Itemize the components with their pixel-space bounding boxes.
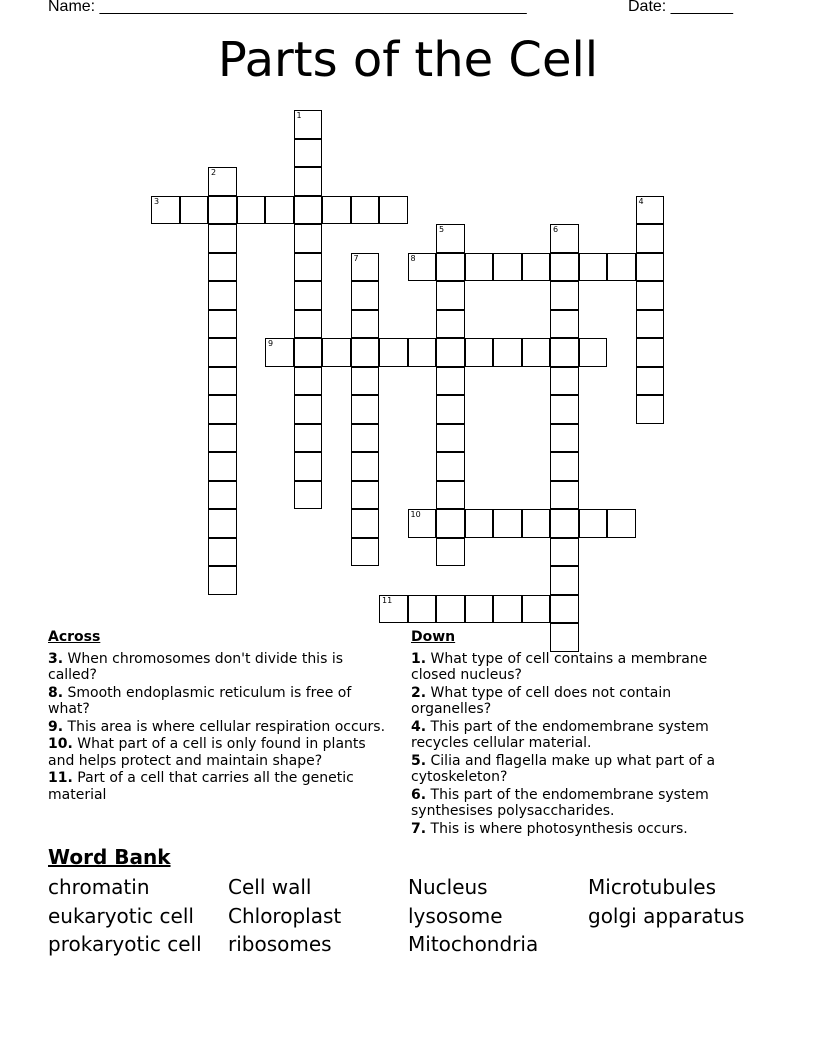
crossword-cell — [636, 281, 665, 310]
crossword-cell — [208, 224, 237, 253]
crossword-cell — [265, 196, 294, 225]
word-bank-item: chromatin — [48, 875, 150, 899]
crossword-cell — [550, 310, 579, 339]
clue-number-label: 10 — [410, 510, 421, 519]
crossword-cell — [294, 310, 323, 339]
crossword-cell — [550, 424, 579, 453]
across-clue — [48, 719, 388, 736]
across-clue — [48, 685, 388, 718]
crossword-cell — [294, 424, 323, 453]
crossword-cell — [151, 196, 180, 225]
crossword-cell — [294, 481, 323, 510]
word-bank — [48, 873, 768, 959]
clue-number-label: 8 — [410, 253, 416, 263]
clue-number-label: 3 — [154, 196, 160, 206]
clue-number: 3. — [48, 650, 64, 667]
crossword-cell — [351, 424, 380, 453]
crossword-cell — [379, 595, 408, 624]
crossword-cell — [636, 253, 665, 282]
down-clue — [411, 651, 751, 684]
word-bank-item: Nucleus — [408, 875, 488, 899]
crossword-cell — [436, 538, 465, 567]
word-bank-item: golgi apparatus — [588, 903, 745, 928]
clue-text: This part of the endomembrane system synthesises polysaccharides. — [411, 786, 709, 819]
crossword-cell — [351, 481, 380, 510]
word-bank-item: eukaryotic cell — [48, 903, 194, 928]
crossword-cell — [294, 167, 323, 196]
clue-number-label: 1 — [296, 111, 302, 120]
crossword-cell — [208, 424, 237, 453]
crossword-cell — [294, 395, 323, 424]
down-clues — [411, 629, 751, 838]
down-clue — [411, 821, 751, 838]
crossword-cell — [351, 196, 380, 225]
crossword-cell — [493, 595, 522, 624]
clue-number: 2. — [411, 684, 427, 701]
clue-number: 4. — [411, 718, 427, 735]
across-clue — [48, 651, 388, 684]
crossword-cell — [351, 509, 380, 538]
crossword-cell — [465, 509, 494, 538]
clue-number-label: 11 — [382, 595, 393, 605]
word-bank-item: ribosomes — [228, 932, 332, 956]
across-clues — [48, 629, 388, 804]
crossword-cell — [550, 224, 579, 253]
crossword-cell — [522, 338, 551, 367]
crossword-cell — [294, 367, 323, 396]
crossword-cell — [322, 338, 351, 367]
clue-number: 1. — [411, 650, 427, 667]
crossword-cell — [436, 338, 465, 367]
crossword-cell — [294, 281, 323, 310]
word-bank-item: Cell wall — [228, 875, 312, 899]
crossword-cell — [351, 395, 380, 424]
crossword-cell — [436, 424, 465, 453]
crossword-cell — [208, 167, 237, 196]
crossword-cell — [294, 110, 323, 139]
clue-number-label: 9 — [268, 339, 274, 348]
crossword-cell — [408, 338, 437, 367]
crossword-cell — [351, 281, 380, 310]
word-bank-item: Mitochondria — [408, 932, 539, 956]
crossword-cell — [550, 566, 579, 595]
word-bank-title: Word Bank — [48, 845, 171, 869]
crossword-cell — [493, 338, 522, 367]
crossword-cell — [550, 281, 579, 310]
crossword-cell — [579, 509, 608, 538]
crossword-cell — [322, 196, 351, 225]
clue-text: What type of cell does not contain organelles? — [411, 684, 672, 717]
crossword-cell — [607, 509, 636, 538]
crossword-cell — [408, 253, 437, 282]
crossword-cell — [237, 196, 266, 225]
crossword-cell — [550, 338, 579, 367]
down-clue — [411, 685, 751, 718]
crossword-cell — [436, 395, 465, 424]
crossword-cell — [579, 253, 608, 282]
down-clue — [411, 753, 751, 786]
down-heading: Down — [411, 629, 456, 645]
crossword-cell — [436, 224, 465, 253]
page-title: Parts of the Cell — [217, 32, 599, 88]
crossword-cell — [208, 281, 237, 310]
crossword-cell — [208, 509, 237, 538]
crossword-cell — [294, 253, 323, 282]
crossword-cell — [208, 367, 237, 396]
crossword-cell — [351, 367, 380, 396]
crossword-cell — [636, 338, 665, 367]
date-line: Date: _______ — [628, 0, 733, 15]
crossword-cell — [550, 595, 579, 624]
crossword-cell — [436, 595, 465, 624]
crossword-cell — [379, 196, 408, 225]
crossword-cell — [636, 395, 665, 424]
clue-text: When chromosomes don't divide this is called? — [48, 650, 344, 683]
clue-text: Part of a cell that carries all the genetic material — [48, 770, 354, 803]
crossword-cell — [208, 452, 237, 481]
crossword-cell — [493, 253, 522, 282]
clue-number-label: 4 — [638, 196, 644, 206]
crossword-cell — [636, 367, 665, 396]
crossword-cell — [550, 538, 579, 567]
crossword-cell — [550, 367, 579, 396]
crossword-cell — [436, 509, 465, 538]
crossword-cell — [522, 509, 551, 538]
crossword-cell — [351, 538, 380, 567]
crossword-cell — [208, 395, 237, 424]
crossword-cell — [180, 196, 209, 225]
crossword-cell — [436, 281, 465, 310]
crossword-cell — [522, 253, 551, 282]
crossword-cell — [436, 310, 465, 339]
crossword-cell — [208, 196, 237, 225]
crossword-cell — [607, 253, 636, 282]
crossword-cell — [294, 338, 323, 367]
crossword-cell — [550, 253, 579, 282]
clue-number-label: 7 — [353, 253, 359, 263]
across-heading: Across — [48, 629, 101, 645]
crossword-cell — [550, 395, 579, 424]
crossword-cell — [636, 196, 665, 225]
crossword-cell — [579, 338, 608, 367]
crossword-cell — [550, 509, 579, 538]
word-bank-item: Microtubules — [588, 875, 716, 899]
clue-number: 11. — [48, 770, 73, 786]
crossword-cell — [265, 338, 294, 367]
crossword-cell — [351, 253, 380, 282]
crossword-cell — [351, 338, 380, 367]
crossword-cell — [208, 338, 237, 367]
crossword-cell — [379, 338, 408, 367]
crossword-cell — [522, 595, 551, 624]
crossword-cell — [465, 595, 494, 624]
clue-number: 9. — [48, 718, 64, 735]
crossword-cell — [436, 253, 465, 282]
crossword-cell — [493, 509, 522, 538]
crossword-cell — [408, 509, 437, 538]
clue-number: 10. — [48, 736, 73, 752]
crossword-cell — [294, 224, 323, 253]
crossword-cell — [636, 224, 665, 253]
crossword-cell — [208, 538, 237, 567]
crossword-cell — [408, 595, 437, 624]
crossword-cell — [208, 566, 237, 595]
clue-number: 8. — [48, 684, 64, 701]
crossword-cell — [351, 310, 380, 339]
clue-number: 5. — [411, 752, 427, 769]
clue-text: What part of a cell is only found in plants and helps protect and maintain shape? — [48, 736, 366, 769]
crossword-cell — [550, 452, 579, 481]
word-bank-item: prokaryotic cell — [48, 932, 202, 956]
clue-text: Cilia and flagella make up what part of a cytoskeleton? — [411, 752, 716, 785]
crossword-cell — [294, 139, 323, 168]
clue-text: Smooth endoplasmic reticulum is free of what? — [48, 684, 352, 717]
crossword-cell — [208, 481, 237, 510]
clue-number-label: 2 — [211, 168, 217, 177]
clue-number-label: 6 — [553, 225, 559, 234]
word-bank-item: lysosome — [408, 903, 503, 928]
clue-text: What type of cell contains a membrane closed nucleus? — [411, 650, 708, 683]
across-clue — [48, 736, 388, 769]
crossword-cell — [465, 253, 494, 282]
down-clue — [411, 787, 751, 820]
clue-number: 7. — [411, 820, 427, 837]
crossword-cell — [351, 452, 380, 481]
clue-text: This part of the endomembrane system recycles cellular material. — [411, 718, 709, 751]
clue-number: 6. — [411, 786, 427, 803]
crossword-cell — [465, 338, 494, 367]
crossword-cell — [294, 452, 323, 481]
crossword-cell — [636, 310, 665, 339]
crossword-cell — [436, 367, 465, 396]
clue-text: This is where photosynthesis occurs. — [430, 820, 688, 837]
down-clue — [411, 719, 751, 752]
crossword-cell — [208, 310, 237, 339]
clue-number-label: 5 — [439, 225, 445, 234]
crossword-cell — [436, 452, 465, 481]
clue-text: This area is where cellular respiration occurs. — [67, 718, 386, 735]
crossword-cell — [550, 481, 579, 510]
crossword-cell — [436, 481, 465, 510]
crossword-cell — [208, 253, 237, 282]
word-bank-item: Chloroplast — [228, 903, 342, 928]
across-clue — [48, 770, 388, 803]
crossword-cell — [294, 196, 323, 225]
name-line: Name: ________________________________________________ — [48, 0, 527, 15]
